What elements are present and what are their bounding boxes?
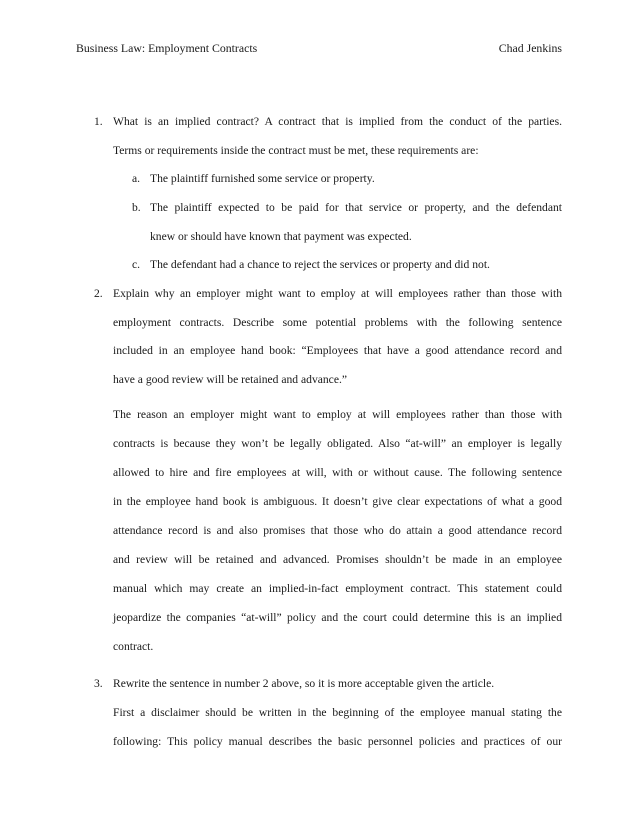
question-text-line: Explain why an employer might want to employ at will employees rather than those with [113, 287, 562, 300]
question-number: 1. [94, 115, 103, 128]
sub-item-letter: c. [132, 258, 141, 271]
question-text-line: employment contracts. Describe some potential problems with the following sentence [113, 316, 562, 329]
question-number: 3. [94, 677, 103, 690]
answer-line: The reason an employer might want to employ at will employees rather than those with [113, 408, 562, 421]
question-text-line: included in an employee hand book: “Employees that have a good attendance record and [113, 344, 562, 357]
sub-item-letter: a. [132, 172, 141, 185]
question-text-line: have a good review will be retained and advance.” [113, 373, 348, 386]
answer-line: manual which may create an implied-in-fact employment contract. This statement could [113, 582, 562, 595]
answer-line: contracts is because they won’t be legally obligated. Also “at-will” an employer is legally [113, 437, 562, 450]
answer-line: and review will be retained and advanced. Promises shouldn’t be made in an employee [113, 553, 562, 566]
question-number: 2. [94, 287, 103, 300]
answer-line: contract. [113, 640, 154, 653]
answer-line: jeopardize the companies “at-will” policy and the court could determine this is an implied [113, 611, 562, 624]
question-text-line: Terms or requirements inside the contract must be met, these requirements are: [113, 144, 479, 157]
question-text-line: Rewrite the sentence in number 2 above, so it is more acceptable given the article. [113, 677, 495, 690]
course-title: Business Law: Employment Contracts [76, 41, 258, 55]
answer-line: in the employee hand book is ambiguous. It doesn’t give clear expectations of what a good [113, 495, 562, 508]
answer-line: following: This policy manual describes the basic personnel policies and practices of our [113, 735, 562, 748]
answer-line: allowed to hire and fire employees at will, with or without cause. The following sentence [113, 466, 562, 479]
sub-item-text: The defendant had a chance to reject the services or property and did not. [150, 258, 490, 271]
author-name: Chad Jenkins [498, 41, 562, 55]
answer-line: attendance record is and also promises that those who do attain a good attendance record [113, 524, 562, 537]
answer-line: First a disclaimer should be written in the beginning of the employee manual stating the [113, 706, 562, 719]
sub-item-text: The plaintiff expected to be paid for that service or property, and the defendant [150, 201, 562, 214]
sub-item-text: knew or should have known that payment was expected. [150, 230, 412, 243]
sub-item-letter: b. [132, 201, 141, 214]
sub-item-text: The plaintiff furnished some service or property. [150, 172, 375, 185]
question-text-line: What is an implied contract? A contract that is implied from the conduct of the parties. [113, 115, 562, 128]
